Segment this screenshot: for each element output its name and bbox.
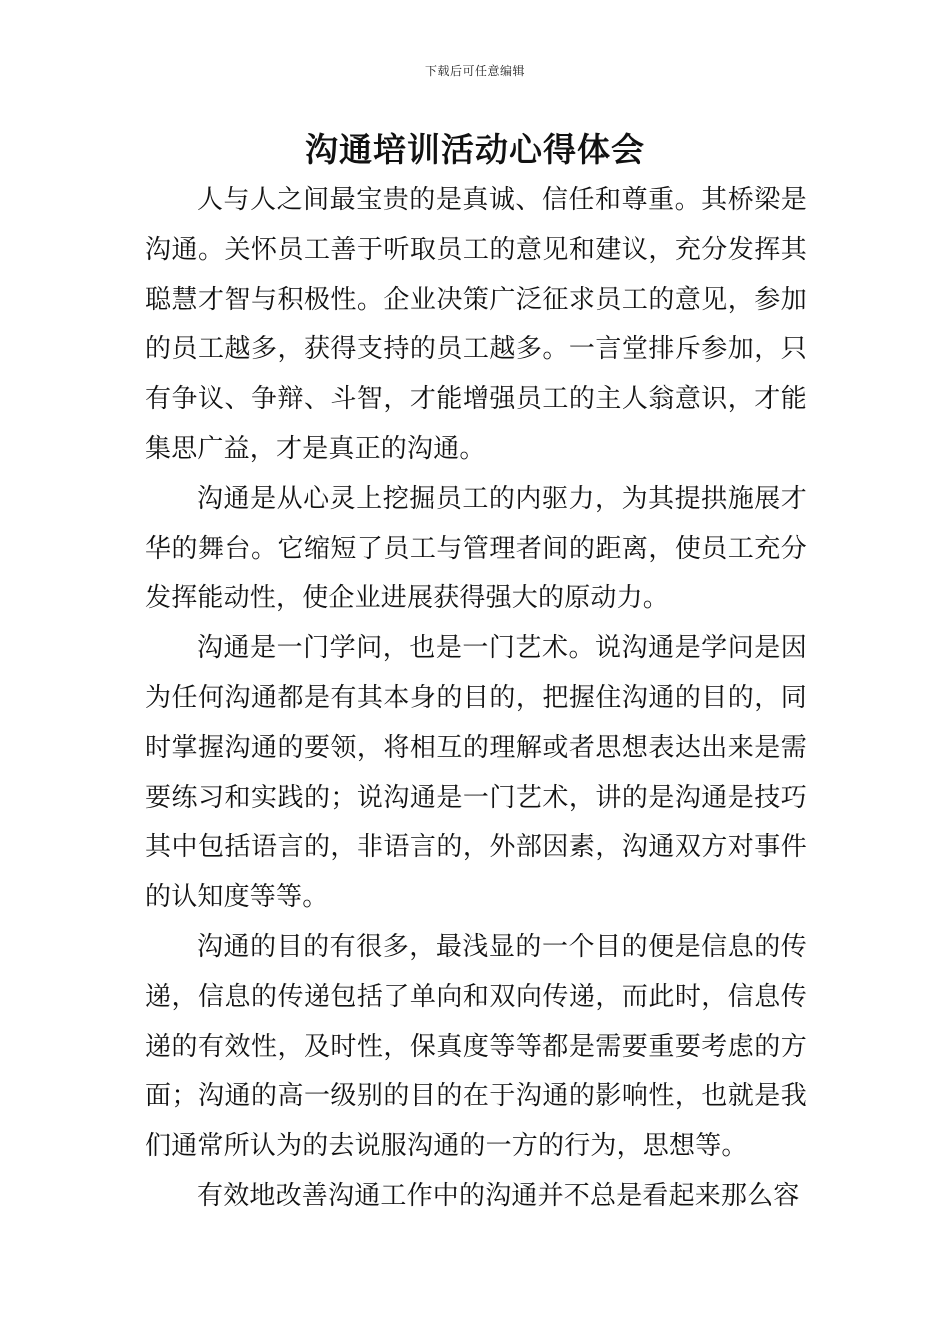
- paragraph-5: 有效地改善沟通工作中的沟通并不总是看起来那么容: [197, 1180, 800, 1211]
- header-note: 下载后可任意编辑: [424, 64, 525, 78]
- paragraph-1: 人与人之间最宝贵的是真诚、信任和尊重。其桥梁是沟通。关怀员工善于听取员工的意见和建议，充分发挥其聪慧才智与积极性。企业决策广泛征求员工的意见，参加的员工越多，获得支持的员工越多。一言堂排斥参加，只有争议、争辩、斗智，才能增强员工的主人翁意识，才能集思广益，才是真正的沟通。: [145, 185, 807, 464]
- document-title: 沟通培训活动心得体会: [305, 130, 645, 169]
- paragraph-4: 沟通的目的有很多，最浅显的一个目的便是信息的传递，信息的传递包括了单向和双向传递，而此时，信息传递的有效性，及时性，保真度等等都是需要重要考虑的方面；沟通的高一级别的目的在于沟通的影响性，也就是我们通常所认为的去说服沟通的一方的行为，思想等。: [145, 931, 807, 1162]
- paragraph-2: 沟通是从心灵上挖掘员工的内驱力，为其提拱施展才华的舞台。它缩短了员工与管理者间的距离，使员工充分发挥能动性，使企业进展获得强大的原动力。: [145, 483, 807, 614]
- document-body: [145, 176, 807, 1222]
- paragraph-3: 沟通是一门学问，也是一门艺术。说沟通是学问是因为任何沟通都是有其本身的目的，把握住沟通的目的，同时掌握沟通的要领，将相互的理解或者思想表达出来是需要练习和实践的；说沟通是一门艺术，讲的是沟通是技巧其中包括语言的，非语言的，外部因素，沟通双方对事件的认知度等等。: [145, 633, 807, 913]
